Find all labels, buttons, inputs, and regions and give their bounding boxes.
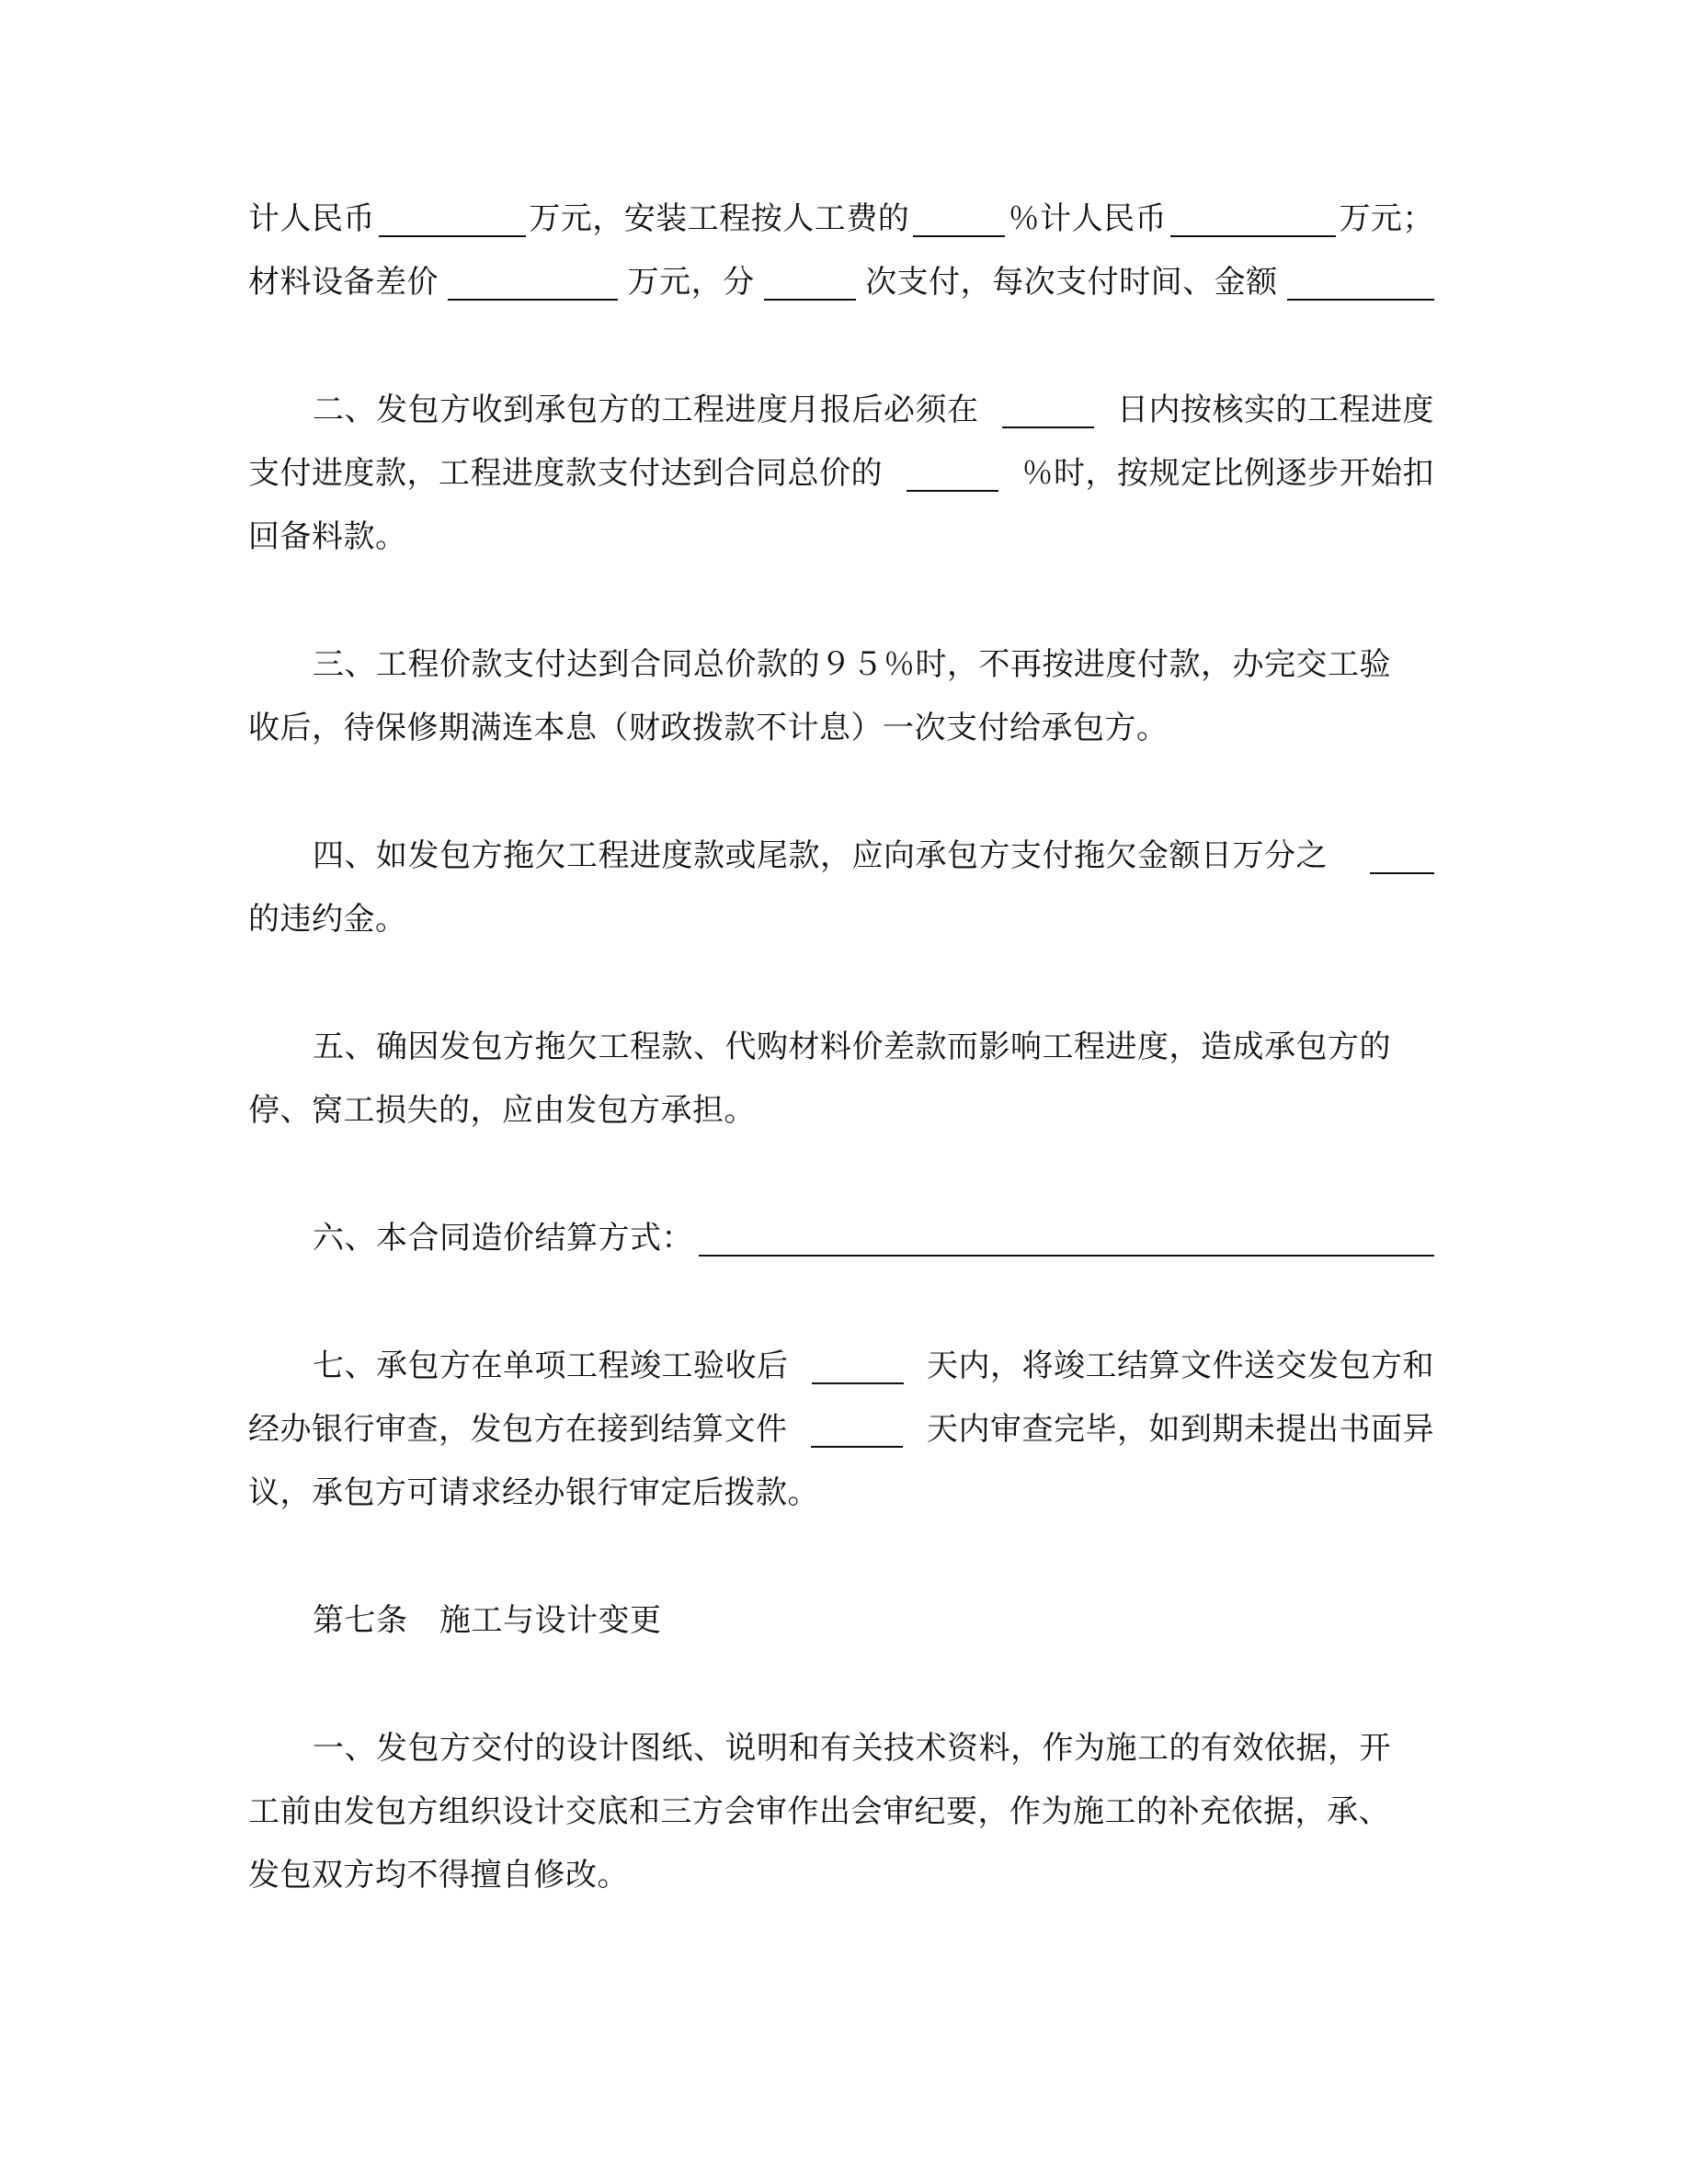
paragraph-item-7-line: 议，承包方可请求经办银行审定后拨款。 (248, 1474, 819, 1511)
paragraph-item-6-line (313, 1220, 1434, 1257)
paragraph-item-4-line: 的违约金。 (248, 901, 407, 938)
paragraph-item-3-line: 三、工程价款支付达到合同总价款的９５％时，不再按进度付款，办完交工验 (313, 646, 1391, 683)
fill-blank (1370, 845, 1434, 874)
text-segment: 材料设备差价 (248, 264, 439, 301)
text-segment: 计人民币 (248, 200, 375, 237)
fill-blank (1002, 399, 1094, 428)
text-segment: 万元，分 (627, 264, 755, 301)
text-line (248, 264, 1434, 301)
paragraph-item-5-line: 停、窝工损失的，应由发包方承担。 (248, 1092, 756, 1129)
fill-blank (907, 462, 998, 492)
text-segment: 万元； (1339, 200, 1434, 237)
fill-blank (764, 271, 856, 301)
paragraph-item-4-line (313, 837, 1434, 874)
text-segment: 次支付，每次支付时间、金额 (865, 264, 1278, 301)
fill-blank (913, 208, 1005, 237)
text-line (248, 200, 1434, 237)
fill-blank (1170, 208, 1336, 237)
text-segment: 日内按核实的工程进度 (1117, 392, 1434, 428)
text-segment: 经办银行审查，发包方在接到结算文件 (248, 1411, 788, 1448)
paragraph-a7-item-1-line: 发包双方均不得擅自修改。 (248, 1857, 629, 1894)
text-segment: 二、发包方收到承包方的工程进度月报后必须在 (313, 392, 979, 428)
text-segment: 天内，将竣工结算文件送交发包方和 (927, 1348, 1434, 1384)
text-segment: 四、如发包方拖欠工程进度款或尾款，应向承包方支付拖欠金额日万分之 (313, 837, 1328, 874)
text-segment: 六、本合同造价结算方式： (313, 1220, 693, 1257)
paragraph-item-7-line (313, 1348, 1434, 1384)
text-segment: 天内审查完毕，如到期未提出书面异 (927, 1411, 1434, 1448)
fill-blank (1287, 271, 1434, 301)
fill-blank (811, 1418, 903, 1448)
paragraph-item-2-line: 回备料款。 (248, 518, 407, 555)
paragraph-item-7-line (248, 1411, 1434, 1448)
fill-blank (812, 1355, 904, 1384)
fill-blank (699, 1227, 1434, 1257)
paragraph-item-2-line (248, 455, 1434, 492)
text-segment: 七、承包方在单项工程竣工验收后 (313, 1348, 789, 1384)
fill-blank (448, 271, 618, 301)
text-segment: 支付进度款，工程进度款支付达到合同总价的 (248, 455, 883, 492)
paragraph-item-2-line (313, 392, 1434, 428)
text-segment: ％时，按规定比例逐步开始扣 (1021, 455, 1434, 492)
paragraph-a7-item-1-line: 工前由发包方组织设计交底和三方会审作出会审纪要，作为施工的补充依据，承、 (248, 1793, 1390, 1830)
article-heading: 第七条 施工与设计变更 (313, 1602, 662, 1639)
text-segment: ％计人民币 (1008, 200, 1168, 237)
text-segment: 万元，安装工程按人工费的 (529, 200, 910, 237)
paragraph-item-5-line: 五、确因发包方拖欠工程款、代购材料价差款而影响工程进度，造成承包方的 (313, 1029, 1391, 1065)
fill-blank (379, 208, 526, 237)
paragraph-a7-item-1-line: 一、发包方交付的设计图纸、说明和有关技术资料，作为施工的有效依据，开 (313, 1730, 1391, 1767)
paragraph-item-3-line: 收后，待保修期满连本息（财政拨款不计息）一次支付给承包方。 (248, 710, 1169, 746)
